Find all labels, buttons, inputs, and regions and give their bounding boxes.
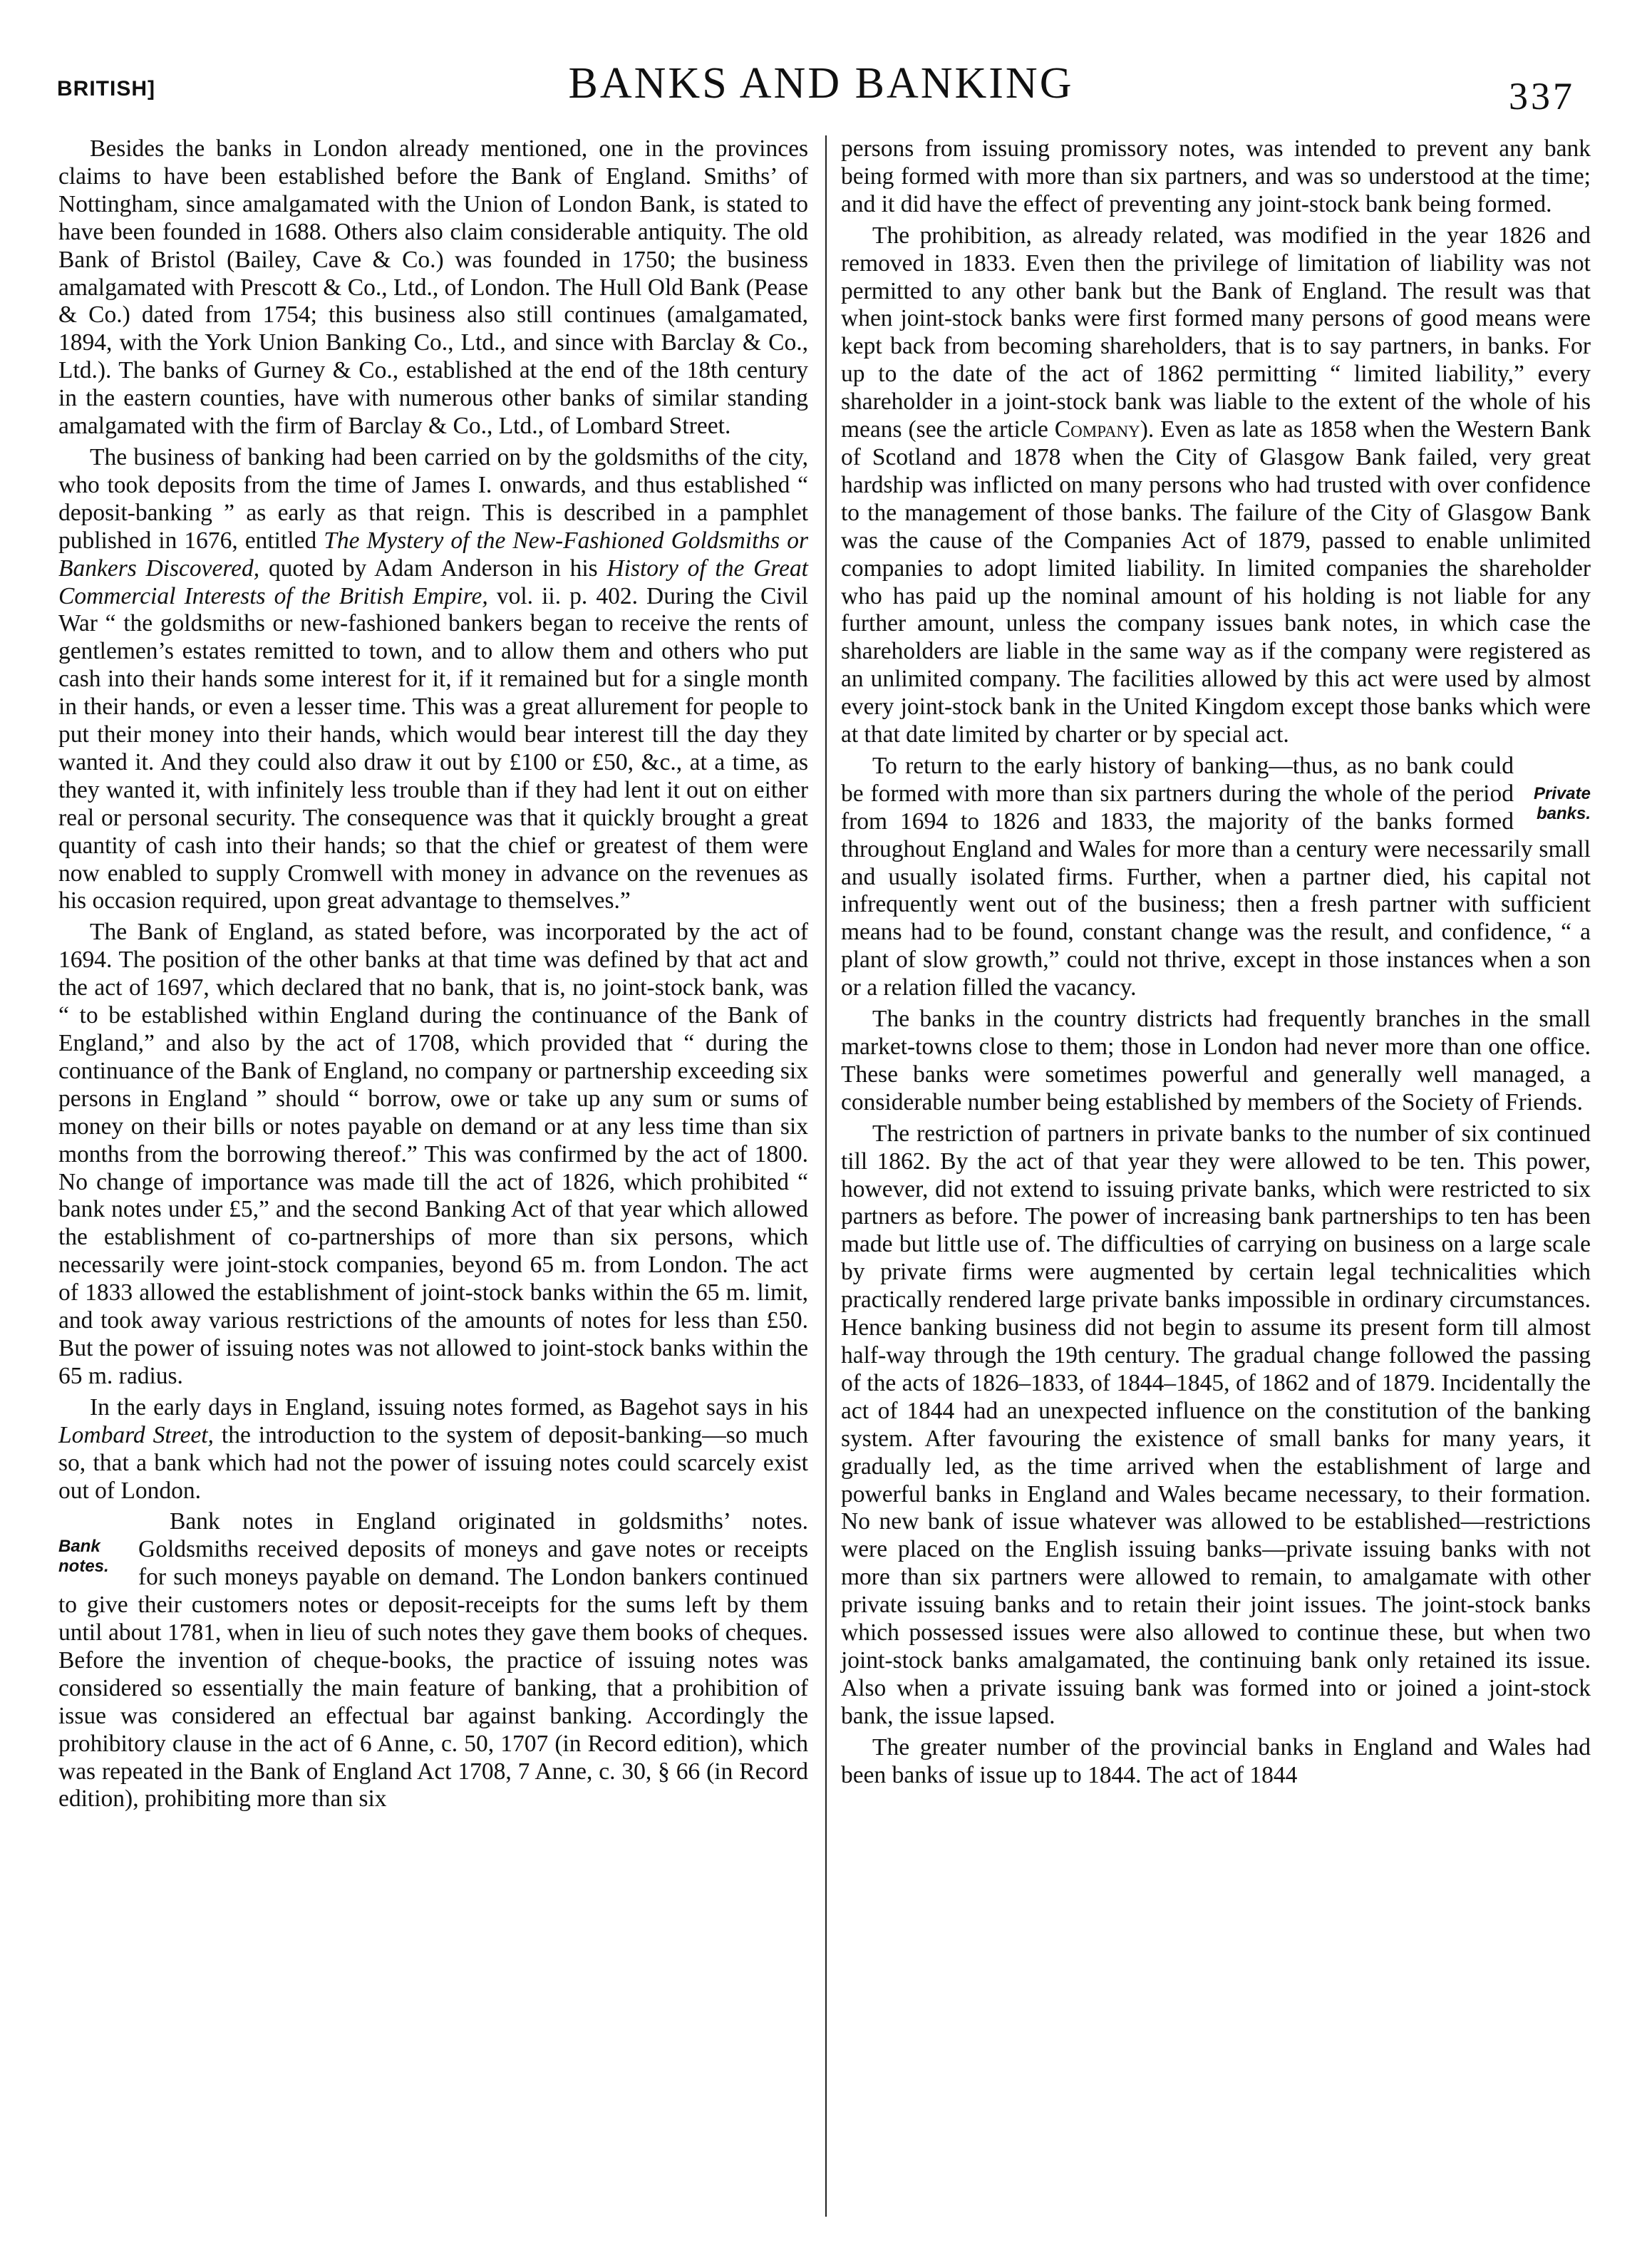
page-title: BANKS AND BANKING (568, 59, 1074, 108)
column-divider (825, 135, 827, 2217)
paragraph (58, 1394, 808, 1505)
paragraph: The restriction of partners in private banks to the number of six continued till 1862. By the act of that year they were allowed to be ten. This power, however, did not extend to issuing private banks, which were restricted to six partners as before. The power of increasing bank partnerships to ten has been made but little use of. The difficulties of carrying on business on a large scale by private firms were augmented by certain legal technicalities which practically rendered large private banks impossible in ordinary circumstances. Hence banking business did not begin to assume its present form till almost half-way through the 19th century. The gradual change followed the passing of the acts of 1826–1833, of 1844–1845, of 1862 and of 1879. Incidentally the act of 1844 had an unexpected influence on the constitution of the banking system. After favouring the existence of small banks for many years, it gradually led, as the time arrived when the establishment of large and powerful banks in England and Wales became necessary, to their formation. No new bank of issue whatever was allowed to be established—restrictions were placed on the English issuing banks—private issuing banks with not more than six partners were allowed to remain, to amalgamate with other private issuing banks and to retain their joint issues. The joint-stock banks which possessed issues were also allowed to continue these, but when two joint-stock banks amalgamated, the continuing bank only retained its issue. Also when a private issuing bank was formed into or joined a joint-stock bank, the issue lapsed. (841, 1120, 1591, 1729)
text-run: the introduction to the system of deposit-banking—so much so, that a bank which had not the power of issuing notes could scarcely exist out of London. (58, 1421, 809, 1504)
book-title: The Mystery of the New-Fashioned Goldsmiths or Bankers Discovered, (58, 527, 809, 582)
book-title: Lombard Street, (58, 1421, 214, 1448)
paragraph: The Bank of England, as stated before, was incorporated by the act of 1694. The position of the other banks at that time was defined by that act and the act of 1697, which declared that no bank, that is, no joint-stock bank, was “ to be established within England during the continuance of the Bank of England,” and also by the act of 1708, which provided that “ during the continuance of the Bank of England, no company or partnership exceeding six persons in England ” should “ borrow, owe or take up any sum or sums of money on their bills or notes payable on demand or at any less time than six months from the borrowing thereof.” This was confirmed by the act of 1800. No change of importance was made till the act of 1826, which prohibited “ bank notes under £5,” and the second Banking Act of that year which allowed the establishment of co-partnerships of more than six persons, which necessarily were joint-stock companies, beyond 65 m. from London. The act of 1833 allowed the establishment of joint-stock banks within the 65 m. limit, and took away various restrictions of the amounts of notes for less than £50. But the power of issuing notes was not allowed to joint-stock banks within the 65 m. radius. (58, 919, 808, 1389)
cross-reference: Company (1054, 416, 1140, 443)
sidenote-private-banks: Private banks. (1533, 783, 1591, 823)
paragraph: The greater number of the provincial banks in England and Wales had been banks of issue up to 1844. The act of 1844 (841, 1733, 1591, 1788)
running-head-section: BRITISH] (57, 77, 155, 100)
sidenote-bank-notes: Bank notes. (58, 1537, 109, 1577)
text-run: vol. ii. p. 402. During the Civil War “ the goldsmiths or new-fashioned bankers began to receive the rents of gentlemen’s estates remitted to town, and to allow them and others who put cash into their hands some interest for it, if it remained but for a single month in their hands, or even a lesser time. This was a great allurement for people to put their money into their hands, which would bear interest till the day they wanted it. And they could also draw it out by £100 or £50, &c., at a time, as they wanted it, with infinitely less trouble than if they had lent it out on either real or personal security. The consequence was that it quickly brought a great quantity of cash into their hands; so that the chief or greatest of them were now enabled to supply Cromwell with money in advance on the revenues as his occasion required, upon great advantage to themselves.” (58, 582, 808, 914)
left-column (58, 135, 808, 1817)
text-run: quoted by Adam Anderson in his (259, 555, 607, 582)
text-run: The prohibition, as already related, was modified in the year 1826 and removed in 1833. Even then the privilege of limitation of liability was not permitted to any other bank but the Bank of England. The result was that when joint-stock banks were first formed many persons of good means were kept back from becoming shareholders, that is to say partners, in banks. For up to the date of the act of 1862 permitting “ limited liability,” every shareholder in a joint-stock bank was liable to the extent of the whole of his means (see the article (841, 222, 1591, 443)
page-number: 337 (1509, 75, 1575, 118)
paragraph: persons from issuing promissory notes, was intended to prevent any bank being formed with more than six partners, and was so understood at the time; and it did have the effect of preventing any joint-stock bank being formed. (841, 135, 1591, 217)
text-run: In the early days in England, issuing notes formed, as Bagehot says in his (90, 1393, 808, 1421)
right-column (841, 135, 1591, 1793)
paragraph: The banks in the country districts had frequently branches in the small market-towns close to them; those in London had never more than one office. These banks were sometimes powerful and generally well managed, a considerable number being established by members of the Society of Friends. (841, 1006, 1591, 1115)
text-run: ). Even as late as 1858 when the Western Bank of Scotland and 1878 when the City of Glasgow Bank failed, very great hardship was inflicted on many persons who had trusted with over confidence to the management of those banks. The failure of the City of Glasgow Bank was the cause of the Companies Act of 1879, passed to enable unlimited companies to adopt limited liability. In limited companies the shareholder who has paid up the nominal amount of his holding is not liable for any further amount, unless the company issues bank notes, in which case the shareholders are liable in the same way as if the company were registered as an unlimited company. The facilities allowed by this act were used by almost every joint-stock bank in the United Kingdom except those banks which were at that date limited by charter or by special act. (841, 416, 1591, 748)
paragraph (58, 444, 808, 915)
text-run: The business of banking had been carried on by the goldsmiths of the city, who took deposits from the time of James I. onwards, and thus established “ deposit-banking ” as early as that reign. This is described in a pamphlet published in 1676, entitled (58, 443, 808, 554)
book-title: History of the Great Commercial Interests of the British Empire, (58, 555, 808, 609)
paragraph: To return to the early history of banking—thus, as no bank could be formed with more than six partners during the whole of the period from 1694 to 1826 and 1833, the majority of the banks formed throughout England and Wales for more than a century were necessarily small and usually isolated firms. Further, when a partner died, his capital not infrequently went out of the business; then a fresh partner with sufficient means had to be found, constant change was the result, and confidence, “ a plant of slow growth,” could not thrive, except in those instances when a son or a relation filled the vacancy. (841, 752, 1591, 1001)
paragraph: Besides the banks in London already mentioned, one in the provinces claims to have been established before the Bank of England. Smiths’ of Nottingham, since amalgamated with the Union of London Bank, is stated to have been founded in 1688. Others also claim considerable antiquity. The old Bank of Bristol (Bailey, Cave & Co.) was founded in 1750; the business amalgamated with Prescott & Co., Ltd., of London. The Hull Old Bank (Pease & Co.) dated from 1754; this business also still continues (amalgamated, 1894, with the York Union Banking Co., Ltd., and since with Barclay & Co., Ltd.). The banks of Gurney & Co., established at the end of the 18th century in the eastern counties, have with numerous other banks of similar standing amalgamated with the firm of Barclay & Co., Ltd., of Lombard Street. (58, 135, 808, 440)
paragraph: Bank notes in England originated in goldsmiths’ notes. Goldsmiths received deposits of moneys and gave notes or receipts for such moneys payable on demand. The London bankers continued to give their customers notes or deposit-receipts for the sums left by them until about 1781, when in lieu of such notes they gave them books of cheques. Before the invention of cheque-books, the practice of issuing notes was considered so essentially the main feature of banking, that a prohibition of issue was considered an effectual bar against banking. Accordingly the prohibitory clause in the act of 6 Anne, c. 50, 1707 (in Record edition), which was repeated in the Bank of England Act 1708, 7 Anne, c. 30, § 66 (in Record edition), prohibiting more than six (58, 1508, 808, 1813)
paragraph (841, 222, 1591, 749)
